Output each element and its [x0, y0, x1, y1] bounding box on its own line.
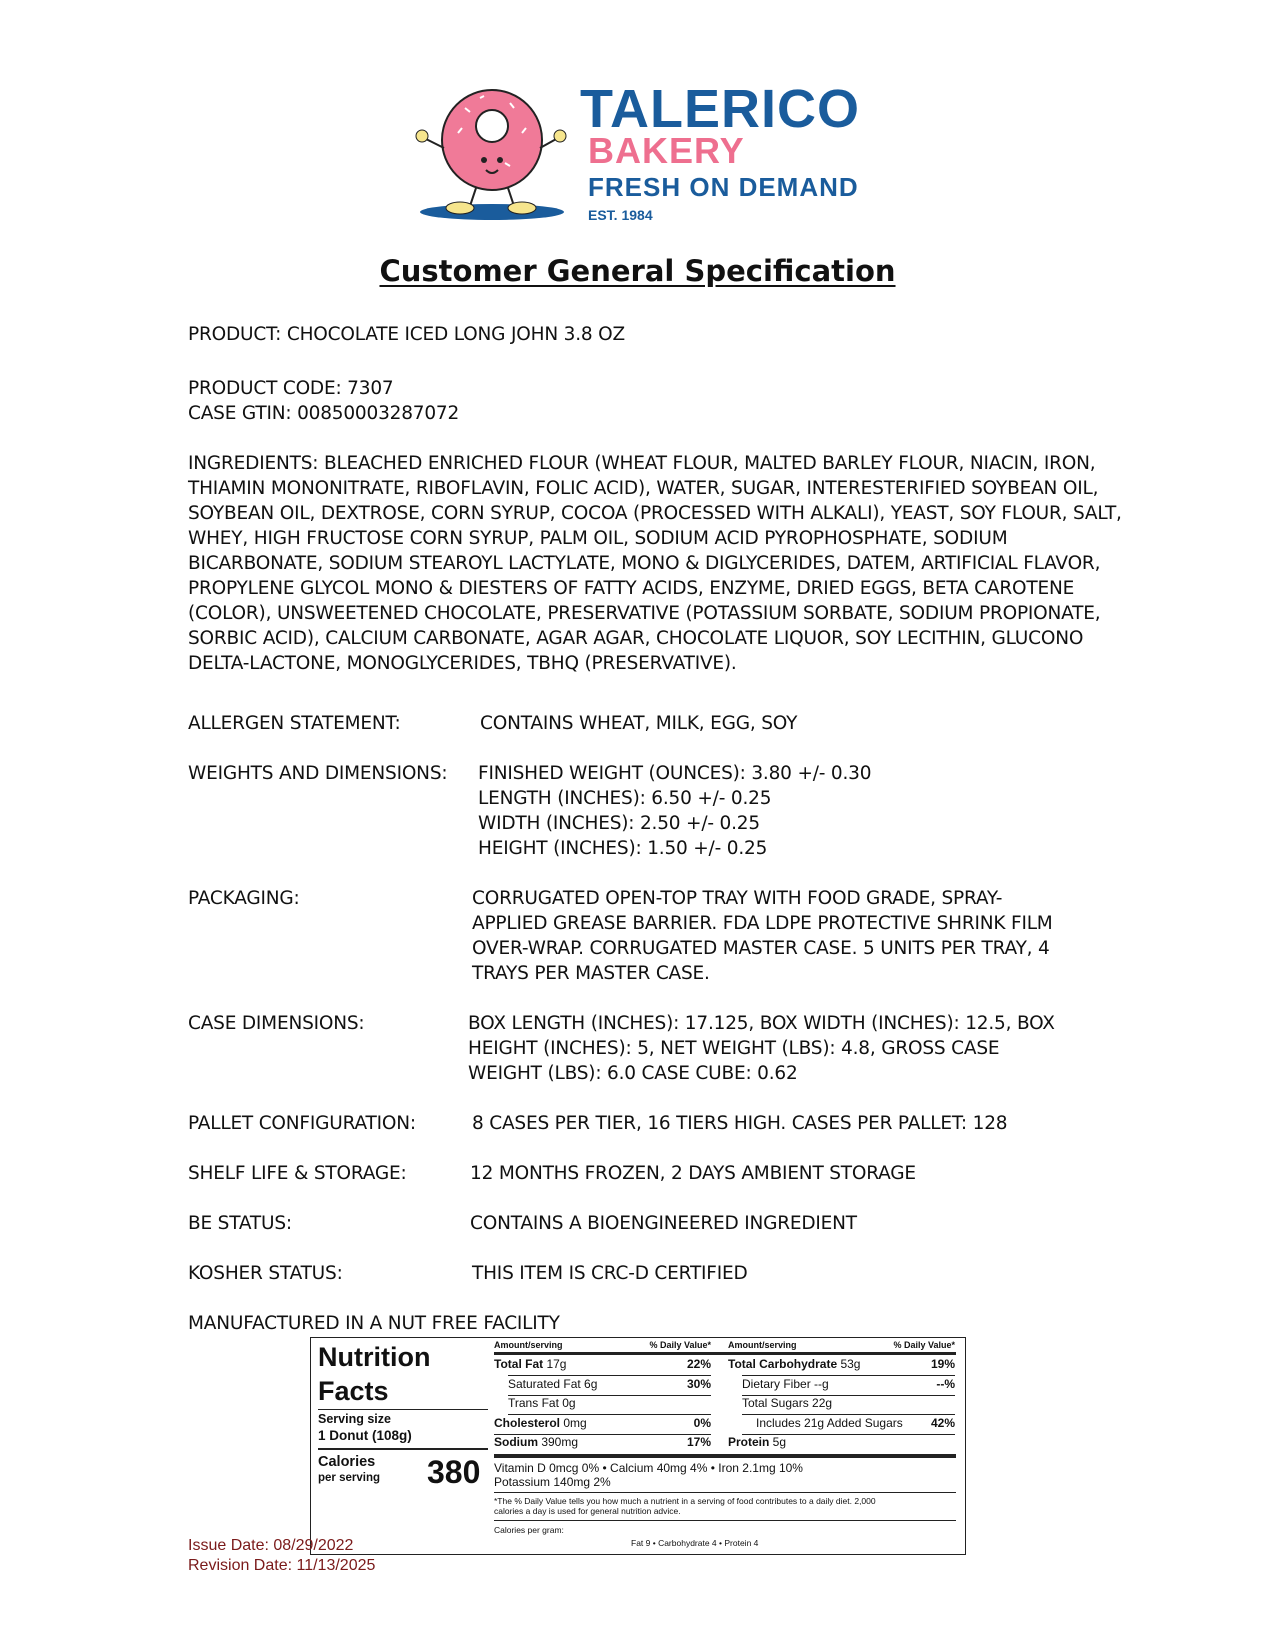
brand-established: EST. 1984: [588, 207, 653, 223]
ingredients-line: THIAMIN MONONITRATE, RIBOFLAVIN, FOLIC ACID), WATER, SUGAR, INTERESTERIFIED SOYBEAN OIL,: [188, 478, 1099, 499]
case-gtin: CASE GTIN: 00850003287072: [188, 403, 460, 424]
nutrient-name: Total Fat: [494, 1357, 544, 1371]
brand-name: TALERICO: [580, 79, 860, 139]
revision-date: Revision Date: 11/13/2025: [188, 1557, 376, 1574]
shelf-life-label: SHELF LIFE & STORAGE:: [188, 1163, 407, 1184]
nutrient-row: [728, 1416, 955, 1430]
nutrition-title-line: Facts: [318, 1376, 389, 1406]
calories-value: 380: [427, 1454, 481, 1490]
ingredients-line: (COLOR), UNSWEETENED CHOCOLATE, PRESERVATIVE (POTASSIUM SORBATE, SODIUM PROPIONATE,: [188, 603, 1101, 624]
brand-subname: BAKERY: [588, 130, 745, 171]
nutrient-name: Trans Fat: [508, 1396, 559, 1410]
nutrient-name: Saturated Fat: [508, 1376, 581, 1391]
nutrient-name: Dietary Fiber: [742, 1376, 811, 1391]
ingredients: [188, 451, 1168, 676]
nutrient-name: Total Sugars: [742, 1396, 809, 1410]
nutrient-row: [728, 1357, 955, 1371]
nutrient-amount: 17g: [543, 1357, 567, 1371]
nutrient-dv: 0%: [693, 1415, 711, 1430]
nutrient-row: [494, 1377, 711, 1391]
nutrition-title-line: Nutrition: [318, 1342, 431, 1372]
nutrient-name: Protein: [728, 1435, 770, 1449]
weights-value: LENGTH (INCHES): 6.50 +/- 0.25: [478, 788, 772, 809]
nutrient-row: [728, 1396, 955, 1410]
nutrient-amount: 53g: [837, 1357, 861, 1371]
nutrient-dv: 42%: [930, 1415, 955, 1430]
nutrient-name: Total Carbohydrate: [728, 1357, 838, 1371]
nutrient-amount: 6g: [580, 1376, 598, 1391]
issue-date: Issue Date: 08/29/2022: [188, 1537, 354, 1554]
nutrition-facts-panel: [310, 1337, 966, 1555]
calories-label: Calories: [318, 1454, 376, 1470]
packaging-label: PACKAGING:: [188, 888, 300, 909]
amount-header: Amount/serving: [494, 1340, 563, 1350]
amount-header: Amount/serving: [728, 1340, 797, 1350]
nutrient-row: [494, 1357, 711, 1371]
dv-header: % Daily Value*: [893, 1340, 955, 1350]
be-status-value: CONTAINS A BIOENGINEERED INGREDIENT: [470, 1213, 857, 1234]
serving-size-label: Serving size: [318, 1412, 391, 1426]
weights-value: WIDTH (INCHES): 2.50 +/- 0.25: [478, 813, 760, 834]
ingredients-line: INGREDIENTS: BLEACHED ENRICHED FLOUR (WHEAT FLOUR, MALTED BARLEY FLOUR, NIACIN, IRON,: [188, 453, 1096, 474]
vitamins-line: Vitamin D 0mcg 0% • Calcium 40mg 4% • Iron 2.1mg 10%: [494, 1461, 803, 1475]
case-dimensions-label: CASE DIMENSIONS:: [188, 1013, 365, 1034]
nutrient-row: [494, 1435, 711, 1449]
nutrient-name: Includes 21g Added Sugars: [756, 1415, 903, 1430]
be-status-label: BE STATUS:: [188, 1213, 292, 1234]
nutrient-row: [728, 1377, 955, 1391]
ingredients-line: PROPYLENE GLYCOL MONO & DIESTERS OF FATTY ACIDS, ENZYME, DRIED EGGS, BETA CAROTENE: [188, 578, 1075, 599]
nutrient-dv: 19%: [930, 1357, 955, 1371]
dv-header: % Daily Value*: [649, 1340, 711, 1350]
case-dimensions-value: HEIGHT (INCHES): 5, NET WEIGHT (LBS): 4.8, GROSS CASE: [468, 1038, 1000, 1059]
kosher-value: THIS ITEM IS CRC-D CERTIFIED: [472, 1263, 748, 1284]
pallet-value: 8 CASES PER TIER, 16 TIERS HIGH. CASES PER PALLET: 128: [472, 1113, 1008, 1134]
ingredients-line: WHEY, HIGH FRUCTOSE CORN SYRUP, PALM OIL, SODIUM ACID PYROPHOSPHATE, SODIUM: [188, 528, 1008, 549]
nutrient-dv: 17%: [686, 1435, 711, 1449]
allergen-label: ALLERGEN STATEMENT:: [188, 713, 401, 734]
packaging-value: OVER-WRAP. CORRUGATED MASTER CASE. 5 UNITS PER TRAY, 4: [472, 938, 1050, 959]
pallet-label: PALLET CONFIGURATION:: [188, 1113, 416, 1134]
nutrition-title: [318, 1340, 430, 1408]
ingredients-line: SORBIC ACID), CALCIUM CARBONATE, AGAR AGAR, CHOCOLATE LIQUOR, SOY LECITHIN, GLUCONO: [188, 628, 1084, 649]
nutrient-name: Sodium: [494, 1435, 538, 1449]
nutrient-amount: --g: [810, 1376, 829, 1391]
donut-mascot-icon: [410, 78, 570, 228]
nutrient-amount: 390mg: [538, 1435, 579, 1449]
kosher-label: KOSHER STATUS:: [188, 1263, 343, 1284]
serving-size-value: 1 Donut (108g): [318, 1428, 412, 1443]
nutrient-dv: --%: [936, 1376, 955, 1391]
nutrient-dv: 30%: [686, 1376, 711, 1391]
nutrient-amount: 5g: [769, 1435, 787, 1449]
vitamins-line: Potassium 140mg 2%: [494, 1475, 611, 1489]
ingredients-line: SOYBEAN OIL, DEXTROSE, CORN SYRUP, COCOA (PROCESSED WITH ALKALI), YEAST, SOY FLOUR, SALT,: [188, 503, 1122, 524]
weights-value: FINISHED WEIGHT (OUNCES): 3.80 +/- 0.30: [478, 763, 872, 784]
packaging-value: CORRUGATED OPEN-TOP TRAY WITH FOOD GRADE, SPRAY-: [472, 888, 1003, 909]
packaging-values: [472, 886, 1053, 986]
nutrient-row: [494, 1396, 711, 1410]
product-code: PRODUCT CODE: 7307: [188, 378, 394, 399]
nutrient-amount: 0mg: [560, 1415, 587, 1430]
case-dimensions-values: [468, 1011, 1055, 1086]
shelf-life-value: 12 MONTHS FROZEN, 2 DAYS AMBIENT STORAGE: [470, 1163, 916, 1184]
packaging-value: TRAYS PER MASTER CASE.: [472, 963, 710, 984]
nutrient-row: [494, 1416, 711, 1430]
weights-label: WEIGHTS AND DIMENSIONS:: [188, 763, 448, 784]
case-dimensions-value: BOX LENGTH (INCHES): 17.125, BOX WIDTH (INCHES): 12.5, BOX: [468, 1013, 1055, 1034]
dv-footnote: calories a day is used for general nutrition advice.: [494, 1506, 681, 1516]
ingredients-line: BICARBONATE, SODIUM STEAROYL LACTYLATE, MONO & DIGLYCERIDES, DATEM, ARTIFICIAL FLAVOR,: [188, 553, 1101, 574]
packaging-value: APPLIED GREASE BARRIER. FDA LDPE PROTECTIVE SHRINK FILM: [472, 913, 1053, 934]
case-dimensions-value: WEIGHT (LBS): 6.0 CASE CUBE: 0.62: [468, 1063, 798, 1084]
nutrient-name: Cholesterol: [494, 1415, 561, 1430]
nut-free-statement: MANUFACTURED IN A NUT FREE FACILITY: [188, 1313, 560, 1334]
dv-footnote: *The % Daily Value tells you how much a nutrient in a serving of food contributes to a daily diet. 2,000: [494, 1496, 876, 1506]
brand-tagline: FRESH ON DEMAND: [588, 172, 859, 202]
weights-values: [478, 761, 871, 861]
nutrient-dv: 22%: [686, 1357, 711, 1371]
weights-value: HEIGHT (INCHES): 1.50 +/- 0.25: [478, 838, 768, 859]
calories-per-gram-label: Calories per gram:: [494, 1525, 564, 1535]
allergen-value: CONTAINS WHEAT, MILK, EGG, SOY: [480, 713, 798, 734]
nutrient-amount: 22g: [808, 1396, 833, 1410]
calories-per-gram-values: Fat 9 • Carbohydrate 4 • Protein 4: [631, 1538, 759, 1548]
nutrient-amount: 0g: [558, 1396, 576, 1410]
calories-sub-label: per serving: [318, 1472, 380, 1484]
product-name: PRODUCT: CHOCOLATE ICED LONG JOHN 3.8 OZ: [188, 324, 625, 345]
page-title: Customer General Specification: [379, 254, 896, 288]
nutrient-row: [728, 1435, 955, 1449]
ingredients-line: DELTA-LACTONE, MONOGLYCERIDES, TBHQ (PRESERVATIVE).: [188, 653, 737, 674]
